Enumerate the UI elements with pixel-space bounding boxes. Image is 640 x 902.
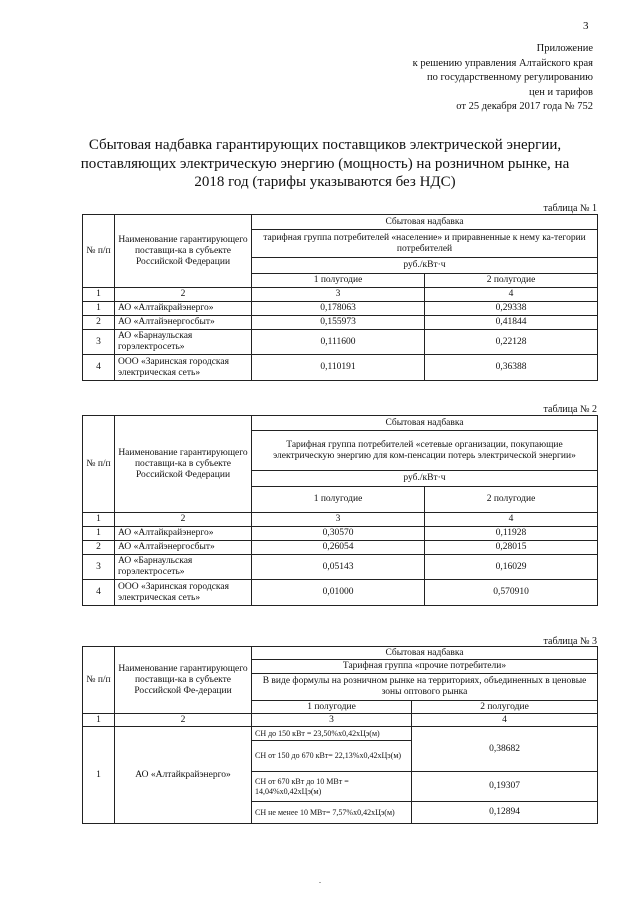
colnum: 4 xyxy=(425,513,598,527)
header-half2: 2 полугодие xyxy=(425,487,598,513)
table3 xyxy=(82,646,598,824)
header-tariff-group: Тарифная группа потребителей «сетевые организации, покупающие электрическую энергию для ком-пенсации потерь электрической энергии» xyxy=(252,431,598,471)
row-num: 3 xyxy=(83,555,115,580)
row-name: АО «Алтайкрайэнерго» xyxy=(115,302,252,316)
row-num: 4 xyxy=(83,355,115,381)
table-row xyxy=(83,527,598,541)
row-value-p1: 0,05143 xyxy=(252,555,425,580)
row-num: 2 xyxy=(83,316,115,330)
row-value-p2: 0,570910 xyxy=(425,580,598,606)
document-title xyxy=(40,136,610,192)
table1 xyxy=(82,214,598,381)
colnum: 4 xyxy=(425,288,598,302)
colnum: 1 xyxy=(83,513,115,527)
row-name: АО «Алтайкрайэнерго» xyxy=(115,727,252,824)
row-value-p2: 0,41844 xyxy=(425,316,598,330)
row-value-p2: 0,11928 xyxy=(425,527,598,541)
footer-mark: . xyxy=(319,876,321,885)
row-name: ООО «Заринская городская электрическая сеть» xyxy=(115,355,252,381)
formula-cell: СН до 150 кВт = 23,50%х0,42хЦэ(м) xyxy=(252,727,412,741)
row-name: АО «Барнаульская горэлектросеть» xyxy=(115,330,252,355)
row-num: 3 xyxy=(83,330,115,355)
header-tariff-group: тарифная группа потребителей «население» и приравненные к нему ка-тегории потребителей xyxy=(252,230,598,258)
table-row xyxy=(83,302,598,316)
header-half1: 1 полугодие xyxy=(252,487,425,513)
header-name: Наименование гарантирующего поставщи-ка в субъекте Российской Федерации xyxy=(115,416,252,513)
formula-cell: СН от 670 кВт до 10 МВт = 14,04%х0,42хЦэ(м) xyxy=(252,772,412,802)
header-num: № п/п xyxy=(83,647,115,714)
row-value-p1: 0,30570 xyxy=(252,527,425,541)
table-row xyxy=(83,580,598,606)
row-name: АО «Барнаульская горэлектросеть» xyxy=(115,555,252,580)
colnum: 2 xyxy=(115,714,252,727)
row-value-p1: 0,110191 xyxy=(252,355,425,381)
header-num: № п/п xyxy=(83,215,115,288)
colnum: 4 xyxy=(412,714,598,727)
row-value-p1: 0,26054 xyxy=(252,541,425,555)
appendix-block xyxy=(293,42,593,115)
row-value-p2: 0,36388 xyxy=(425,355,598,381)
header-unit: руб./кВт·ч xyxy=(252,258,598,274)
page-number: 3 xyxy=(583,20,589,32)
row-name: АО «Алтайэнергосбыт» xyxy=(115,316,252,330)
header-half1: 1 полугодие xyxy=(252,274,425,288)
header-half1: 1 полугодие xyxy=(252,701,412,714)
appendix-line: Приложение xyxy=(536,43,593,54)
header-name: Наименование гарантирующего поставщи-ка в субъекте Российской Федерации xyxy=(115,215,252,288)
formula-cell: СН не менее 10 МВт= 7,57%х0,42хЦэ(м) xyxy=(252,802,412,824)
header-name: Наименование гарантирующего поставщи-ка в субъекте Российской Фе-дерации xyxy=(115,647,252,714)
table2-caption: таблица № 2 xyxy=(543,404,597,415)
header-markup: Сбытовая надбавка xyxy=(252,215,598,230)
header-num: № п/п xyxy=(83,416,115,513)
colnum: 1 xyxy=(83,288,115,302)
colnum: 2 xyxy=(115,513,252,527)
row-value-p1: 0,111600 xyxy=(252,330,425,355)
row-name: АО «Алтайкрайэнерго» xyxy=(115,527,252,541)
title-line: 2018 год (тарифы указываются без НДС) xyxy=(194,174,456,190)
appendix-line: к решению управления Алтайского края xyxy=(412,57,593,69)
row-value-p2: 0,22128 xyxy=(425,330,598,355)
header-formula: В виде формулы на розничном рынке на территориях, объединенных в ценовые зоны оптового рынка xyxy=(252,674,598,701)
formula-cell: СН от 150 до 670 кВт= 22,13%х0,42хЦэ(м) xyxy=(252,741,412,772)
colnum: 3 xyxy=(252,513,425,527)
row-num: 1 xyxy=(83,527,115,541)
table-row xyxy=(83,541,598,555)
colnum: 2 xyxy=(115,288,252,302)
table3-caption: таблица № 3 xyxy=(543,636,597,647)
row-value-p2: 0,29338 xyxy=(425,302,598,316)
row-num: 2 xyxy=(83,541,115,555)
table2 xyxy=(82,415,598,606)
table-row xyxy=(83,330,598,355)
header-markup: Сбытовая надбавка xyxy=(252,416,598,431)
row-value-p1: 0,155973 xyxy=(252,316,425,330)
row-value-p2: 0,12894 xyxy=(412,802,598,824)
row-name: ООО «Заринская городская электрическая сеть» xyxy=(115,580,252,606)
table1-caption: таблица № 1 xyxy=(543,203,597,214)
appendix-line: от 25 декабря 2017 года № 752 xyxy=(456,101,593,112)
table-row xyxy=(83,355,598,381)
row-num: 1 xyxy=(83,302,115,316)
table-row xyxy=(83,727,598,741)
table-row xyxy=(83,555,598,580)
row-num: 1 xyxy=(83,727,115,824)
header-unit: руб./кВт·ч xyxy=(252,471,598,487)
appendix-line: цен и тарифов xyxy=(528,86,593,98)
header-markup: Сбытовая надбавка xyxy=(252,647,598,660)
row-num: 4 xyxy=(83,580,115,606)
header-half2: 2 полугодие xyxy=(425,274,598,288)
header-half2: 2 полугодие xyxy=(412,701,598,714)
row-value-p1: 0,01000 xyxy=(252,580,425,606)
header-tariff-group: Тарифная группа «прочие потребители» xyxy=(252,660,598,674)
row-value-p2: 0,19307 xyxy=(412,772,598,802)
row-value-p2: 0,28015 xyxy=(425,541,598,555)
table-row xyxy=(83,316,598,330)
row-value-p2: 0,16029 xyxy=(425,555,598,580)
title-line: поставляющих электрическую энергию (мощность) на розничном рынке, на xyxy=(80,155,570,172)
title-line: Сбытовая надбавка гарантирующих поставщиков электрической энергии, xyxy=(88,137,562,153)
appendix-line: по государственному регулированию xyxy=(427,72,593,83)
colnum: 3 xyxy=(252,288,425,302)
colnum: 1 xyxy=(83,714,115,727)
row-value-p1: 0,178063 xyxy=(252,302,425,316)
row-name: АО «Алтайэнергосбыт» xyxy=(115,541,252,555)
row-value-p2: 0,38682 xyxy=(412,727,598,772)
colnum: 3 xyxy=(252,714,412,727)
